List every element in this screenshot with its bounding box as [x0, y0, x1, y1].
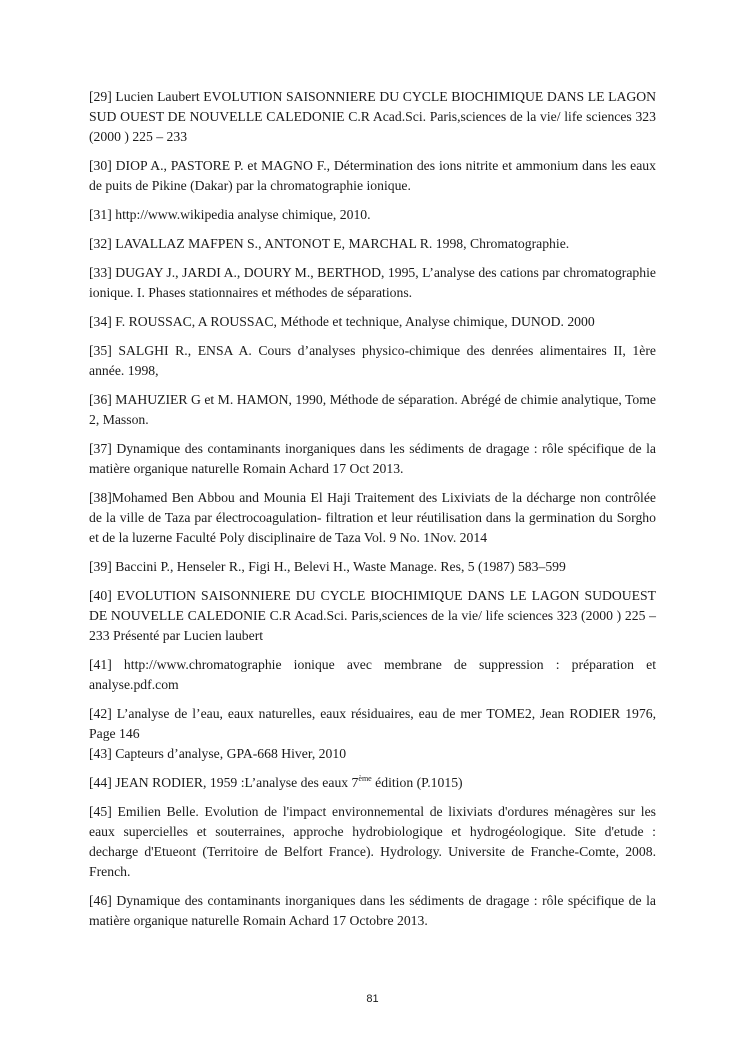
reference-44-tail: édition (P.1015) [371, 775, 463, 790]
reference-36: [36] MAHUZIER G et M. HAMON, 1990, Méthode de séparation. Abrégé de chimie analytique, Tome 2, Masson. [89, 392, 656, 427]
reference-41: [41] http://www.chromatographie ionique avec membrane de suppression : préparation et analyse.pdf.com [89, 657, 656, 692]
reference-42: [42] L’analyse de l’eau, eaux naturelles, eaux résiduaires, eau de mer TOME2, Jean RODIER 1976, Page 146 [89, 706, 656, 741]
reference-33: [33] DUGAY J., JARDI A., DOURY M., BERTHOD, 1995, L’analyse des cations par chromatographie ionique. I. Phases stationnaires et méthodes de séparations. [89, 265, 656, 300]
reference-44-main: [44] JEAN RODIER, 1959 :L’analyse des eaux 7 [89, 775, 359, 790]
reference-32: [32] LAVALLAZ MAFPEN S., ANTONOT E, MARCHAL R. 1998, Chromatographie. [89, 236, 570, 251]
reference-38: [38]Mohamed Ben Abbou and Mounia El Haji Traitement des Lixiviats de la décharge non contrôlée de la ville de Taza par électrocoagulation- filtration et leur réutilisation dans la germination du Sorgho et de la luzerne Faculté Poly disciplinaire de Taza Vol. 9 No. 1Nov. 2014 [89, 490, 656, 545]
reference-31: [31] http://www.wikipedia analyse chimique, 2010. [89, 207, 371, 222]
reference-29: [29] Lucien Laubert EVOLUTION SAISONNIERE DU CYCLE BIOCHIMIQUE DANS LE LAGON SUD OUEST DE NOUVELLE CALEDONIE C.R Acad.Sci. Paris,sciences de la vie/ life sciences 323 (2000 ) 225 – 233 [89, 89, 656, 144]
reference-list [89, 87, 656, 940]
reference-37: [37] Dynamique des contaminants inorganiques dans les sédiments de dragage : rôle spécifique de la matière organique naturelle Romain Achard 17 Oct 2013. [89, 441, 656, 476]
reference-35: [35] SALGHI R., ENSA A. Cours d’analyses physico-chimique des denrées alimentaires II, 1ère année. 1998, [89, 343, 656, 378]
reference-43: [43] Capteurs d’analyse, GPA-668 Hiver, 2010 [89, 746, 347, 761]
page-number: 81 [366, 993, 379, 1005]
reference-44-superscript: ème [358, 774, 372, 783]
reference-34: [34] F. ROUSSAC, A ROUSSAC, Méthode et technique, Analyse chimique, DUNOD. 2000 [89, 314, 595, 329]
reference-30: [30] DIOP A., PASTORE P. et MAGNO F., Détermination des ions nitrite et ammonium dans les eaux de puits de Pikine (Dakar) par la chromatographie ionique. [89, 158, 656, 193]
reference-40: [40] EVOLUTION SAISONNIERE DU CYCLE BIOCHIMIQUE DANS LE LAGON SUDOUEST DE NOUVELLE CALEDONIE C.R Acad.Sci. Paris,sciences de la vie/ life sciences 323 (2000 ) 225 – 233 Présenté par Lucien laubert [89, 588, 656, 643]
reference-39: [39] Baccini P., Henseler R., Figi H., Belevi H., Waste Manage. Res, 5 (1987) 583–599 [89, 559, 566, 574]
reference-45: [45] Emilien Belle. Evolution de l'impact environnemental de lixiviats d'ordures ménagères sur les eaux supercielles et souterraines, approche hydrobiologique et hydrogéologique. Site d'etude : decharge d'Etueont (Territoire de Belfort France). Hydrology. Universite de Franche-Comte, 2008. French. [89, 804, 656, 879]
reference-46: [46] Dynamique des contaminants inorganiques dans les sédiments de dragage : rôle spécifique de la matière organique naturelle Romain Achard 17 Octobre 2013. [89, 893, 656, 928]
reference-44 [89, 773, 656, 793]
